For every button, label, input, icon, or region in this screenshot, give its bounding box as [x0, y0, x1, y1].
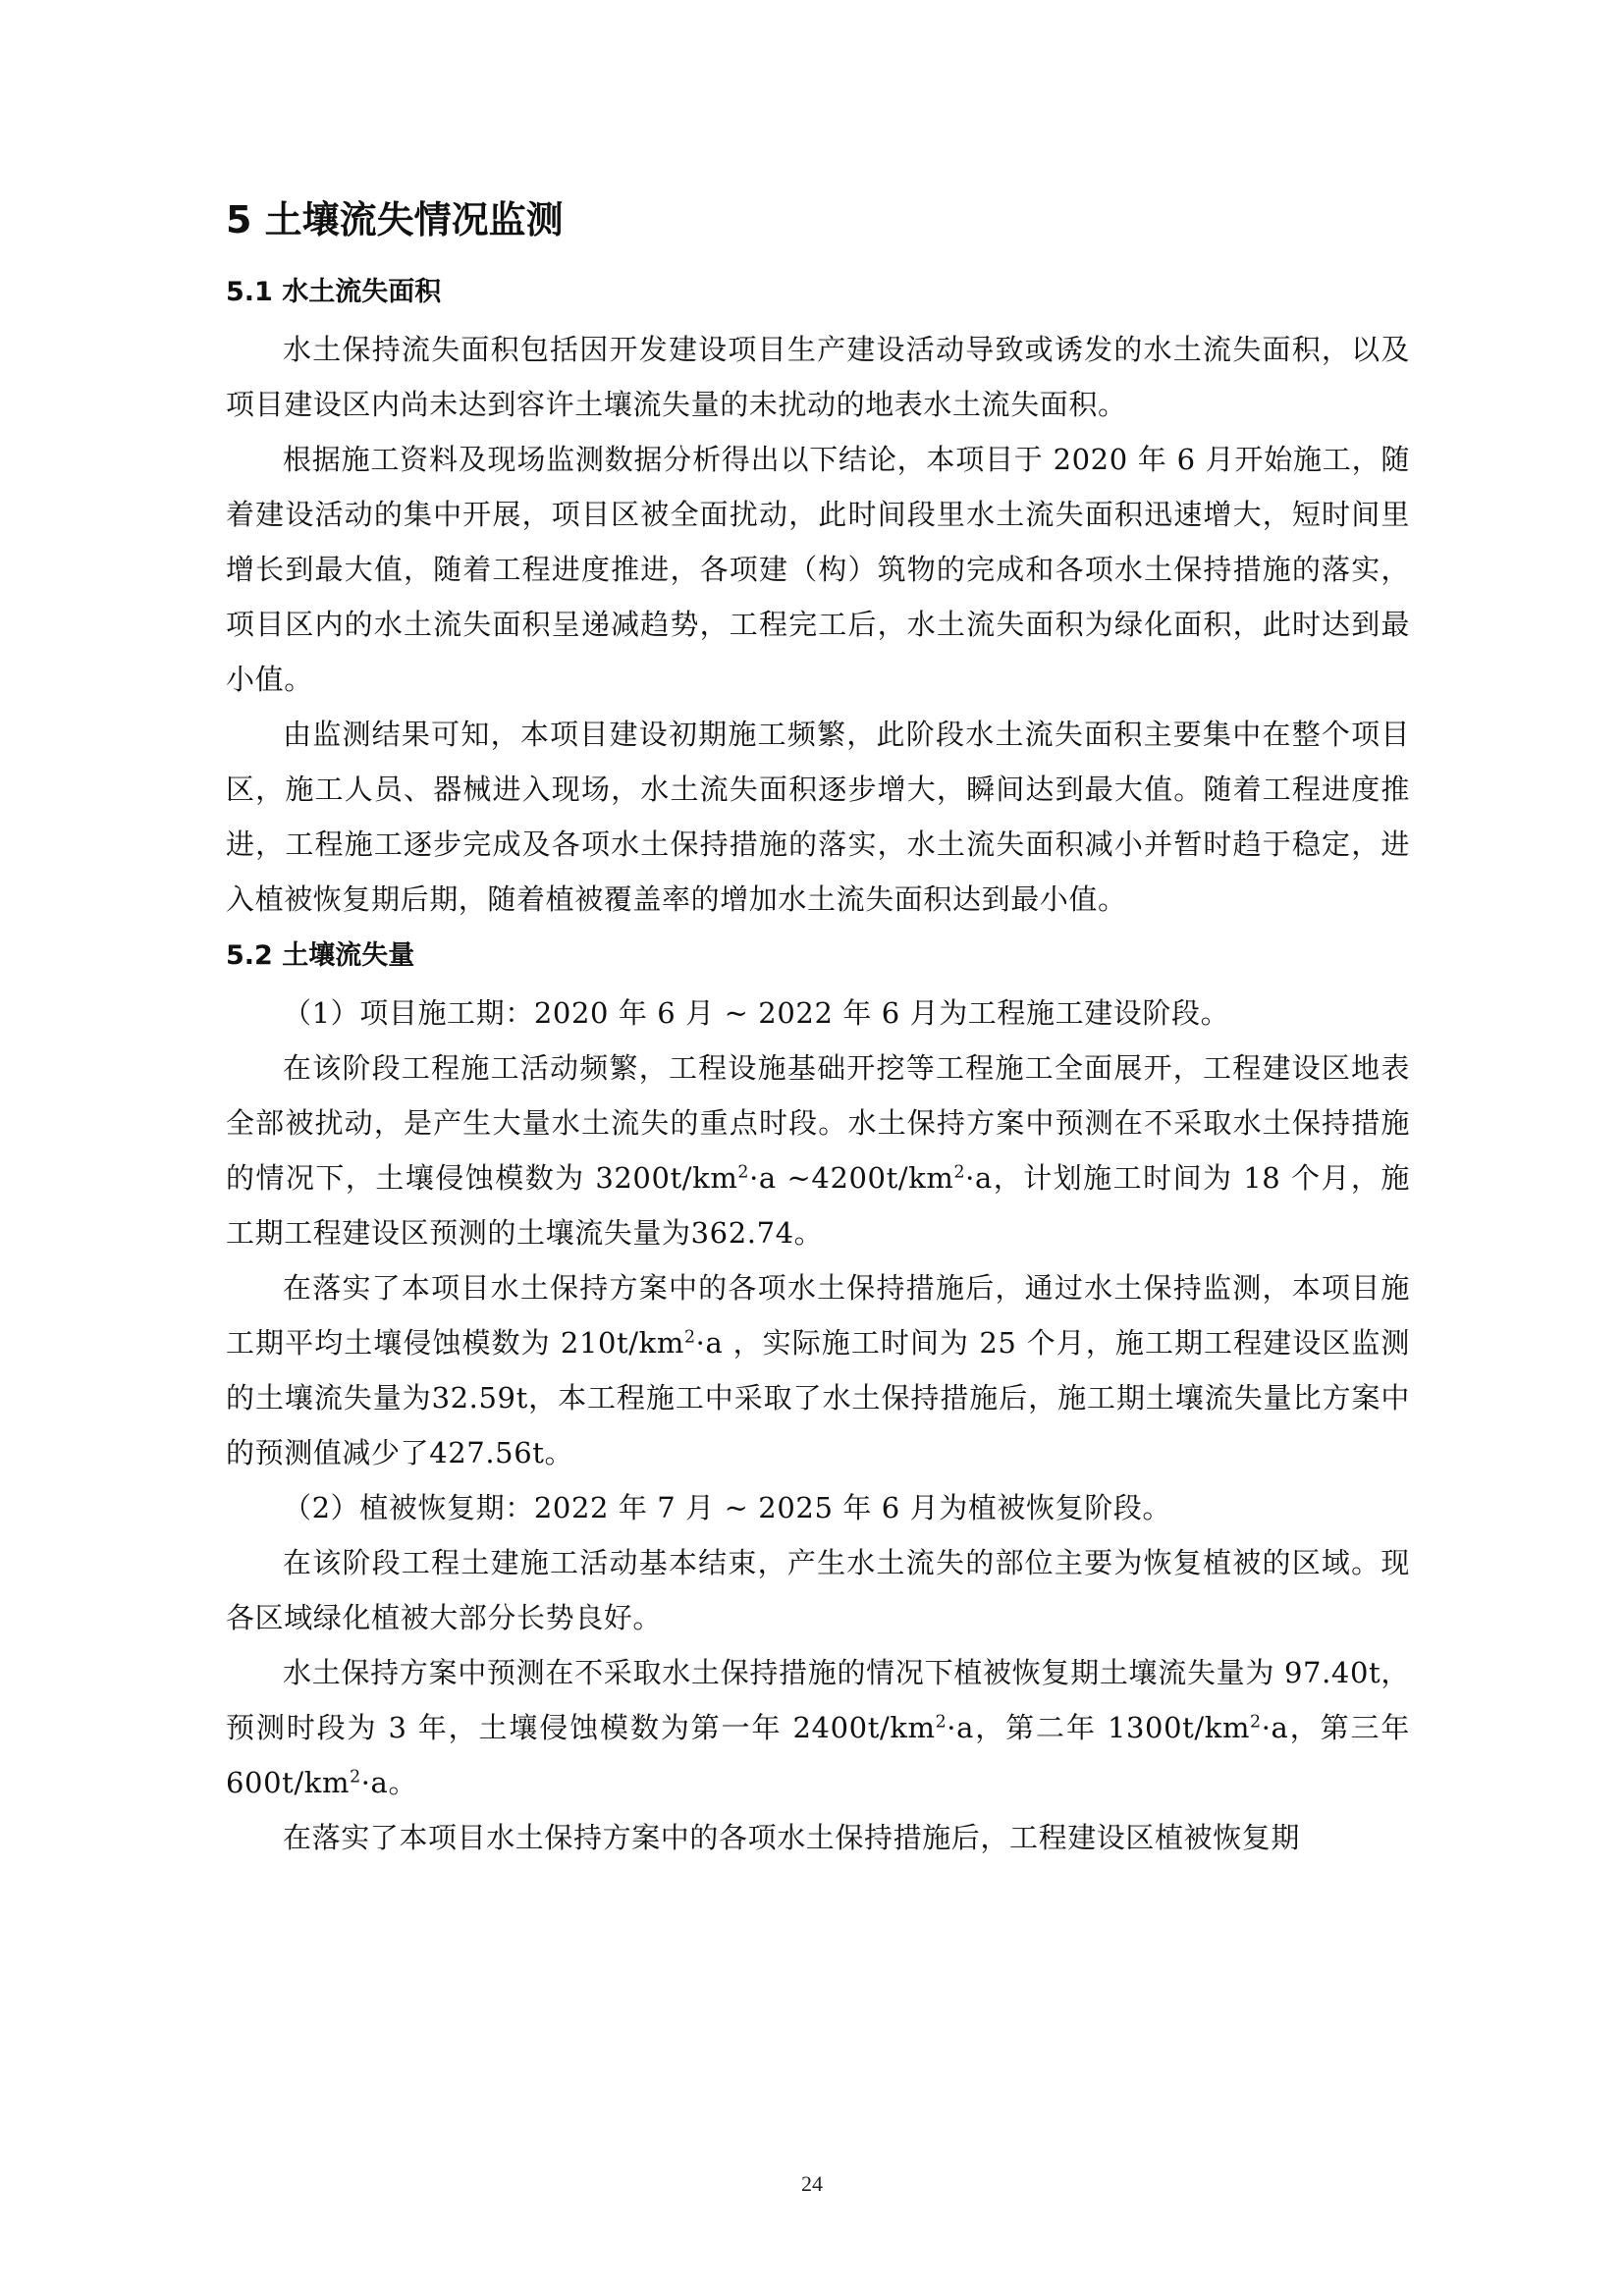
paragraph: （2）植被恢复期：2022 年 7 月 ~ 2025 年 6 月为植被恢复阶段。 [283, 1491, 1172, 1524]
paragraph: 在该阶段工程施工活动频繁，工程设施基础开挖等工程施工全面展开，工程建设区地表全部被扰动，是产生大量水土流失的重点时段。水土保持方案中预测在不采取水土保持措施的情况下，土壤侵蚀模数为 $3200t/km^2\cdot a$ $\sim 4200t/km^2\cdot a$，计划施工时间为 18 个月，施工期工程建设区预测的土壤流失量为362.74。 [226, 1051, 1410, 1250]
paragraph: 在该阶段工程土建施工活动基本结束，产生水土流失的部位主要为恢复植被的区域。现各区域绿化植被大部分长势良好。 [226, 1546, 1410, 1634]
subsection-heading-5-2: 5.2 土壤流失量 [226, 940, 415, 971]
subsection-heading-5-1: 5.1 水土流失面积 [226, 277, 442, 307]
paragraph: 根据施工资料及现场监测数据分析得出以下结论，本项目于 2020 年 6 月开始施工，随着建设活动的集中开展，项目区被全面扰动，此时间段里水土流失面积迅速增大，短时间里增长到最大值，随着工程进度推进，各项建（构）筑物的完成和各项水土保持措施的落实，项目区内的水土流失面积呈递减趋势，工程完工后，水土流失面积为绿化面积，此时达到最小值。 [226, 443, 1410, 696]
paragraph: 水土保持流失面积包括因开发建设项目生产建设活动导致或诱发的水土流失面积，以及项目建设区内尚未达到容许土壤流失量的未扰动的地表水土流失面积。 [226, 333, 1410, 421]
paragraph: 水土保持方案中预测在不采取水土保持措施的情况下植被恢复期土壤流失量为 97.40t，预测时段为 3 年，土壤侵蚀模数为第一年 $2400t/km^2\cdot a$，第二年 $1300t/km^2\cdot a$，第三年 $600t/km^2\cdot a$。 [226, 1656, 1410, 1799]
section-title: 5 土壤流失情况监测 [226, 198, 564, 241]
paragraph: 由监测结果可知，本项目建设初期施工频繁，此阶段水土流失面积主要集中在整个项目区，施工人员、器械进入现场，水土流失面积逐步增大，瞬间达到最大值。随着工程进度推进，工程施工逐步完成及各项水土保持措施的落实，水土流失面积减小并暂时趋于稳定，进入植被恢复期后期，随着植被覆盖率的增加水土流失面积达到最小值。 [226, 718, 1410, 916]
paragraph: （1）项目施工期：2020 年 6 月 ~ 2022 年 6 月为工程施工建设阶段。 [283, 996, 1230, 1030]
paragraph: 在落实了本项目水土保持方案中的各项水土保持措施后，通过水土保持监测，本项目施工期平均土壤侵蚀模数为 $210t/km^2\cdot a$ ，实际施工时间为 25 个月，施工期工程建设区监测的土壤流失量为32.59t，本工程施工中采取了水土保持措施后，施工期土壤流失量比方案中的预测值减少了427.56t。 [226, 1271, 1410, 1469]
paragraph: 在落实了本项目水土保持方案中的各项水土保持措施后，工程建设区植被恢复期 [283, 1821, 1301, 1854]
page-number: 24 [801, 2171, 823, 2196]
page-content [226, 187, 1410, 1865]
